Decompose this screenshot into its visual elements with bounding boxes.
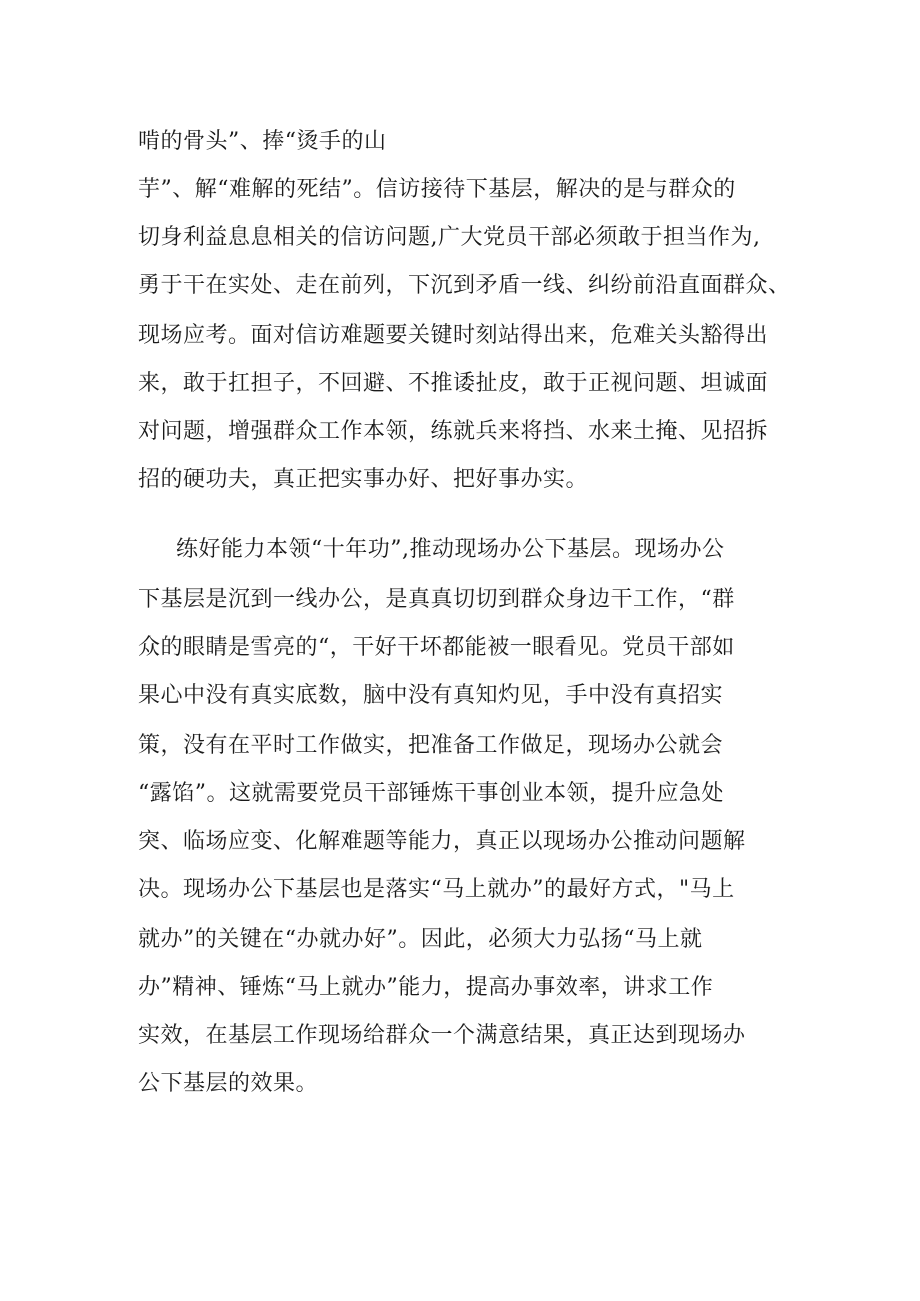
text-line: 决。现场办公下基层也是落实“马上就办”的最好方式，"马上 bbox=[138, 877, 735, 902]
text-line: 策，没有在平时工作做实，把准备工作做足，现场办公就会 bbox=[138, 733, 724, 758]
text-line: 果心中没有真实底数，脑中没有真知灼见，手中没有真招实 bbox=[138, 683, 724, 708]
text-line: 勇于干在实处、走在前列，下沉到矛盾一线、纠纷前沿直面群众、 bbox=[138, 273, 791, 298]
text-line: 公下基层的效果。 bbox=[138, 1071, 319, 1096]
text-line: 就办”的关键在“办就办好”。因此，必须大力弘扬“马上就 bbox=[138, 927, 703, 952]
text-line: “露馅”。这就需要党员干部锤炼干事创业本领，提升应急处 bbox=[138, 781, 724, 806]
text-line: 招的硬功夫，真正把实事办好、把好事办实。 bbox=[138, 467, 589, 492]
text-line: 办”精神、锤炼“马上就办”能力，提高办事效率，讲求工作 bbox=[138, 975, 714, 1000]
text-line: 现场应考。面对信访难题要关键时刻站得出来，危难关头豁得出 bbox=[138, 323, 769, 348]
text-line: 下基层是沉到一线办公，是真真切切到群众身边干工作，“群 bbox=[138, 587, 735, 612]
text-line: 芋”、解“难解的死结”。信访接待下基层，解决的是与群众的 bbox=[138, 177, 736, 202]
text-line: 来，敢于扛担子，不回避、不推诿扯皮，敢于正视问题、坦诚面 bbox=[138, 371, 769, 396]
text-line: 对问题，增强群众工作本领，练就兵来将挡、水来土掩、见招拆 bbox=[138, 419, 769, 444]
text-line: 练好能力本领“十年功”,推动现场办公下基层。现场办公 bbox=[176, 537, 725, 562]
text-line: 众的眼睛是雪亮的“，干好干坏都能被一眼看见。党员干部如 bbox=[138, 635, 735, 660]
text-line: 突、临场应变、化解难题等能力，真正以现场办公推动问题解 bbox=[138, 829, 746, 854]
text-line: 实效，在基层工作现场给群众一个满意结果，真正达到现场办 bbox=[138, 1023, 746, 1048]
text-line: 切身利益息息相关的信访问题,广大党员干部必须敢于担当作为, bbox=[138, 225, 761, 250]
text-line: 啃的骨头”、捧“烫手的山 bbox=[138, 129, 387, 154]
